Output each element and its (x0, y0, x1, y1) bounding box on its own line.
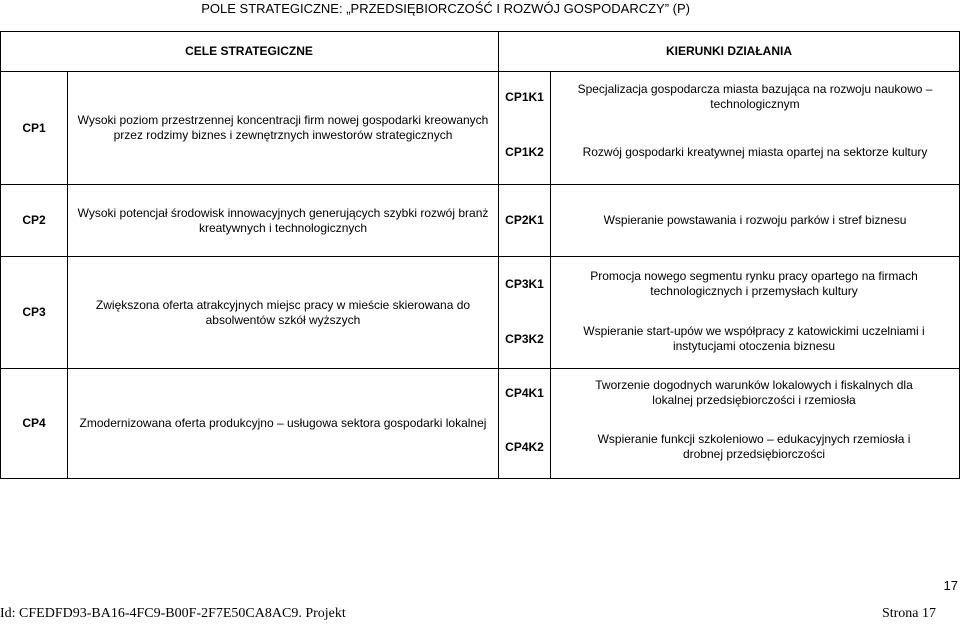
direction-code: CP4K2 (505, 439, 544, 454)
direction-text: Specjalizacja gospodarcza miasta bazująca na rozwoju naukowo – technologicznym (577, 82, 933, 111)
direction-text: Rozwój gospodarki kreatywnej miasta opartej na sektorze kultury (582, 144, 928, 159)
table-border-bottom (0, 478, 960, 479)
column-header-directions: KIERUNKI DZIAŁANIA (666, 44, 792, 58)
page-number: 17 (943, 578, 958, 593)
goal-text: Zwiększona oferta atrakcyjnych miejsc pracy w mieście skierowana do absolwentów szkół wyższych (95, 297, 471, 327)
direction-text: Wspieranie powstawania i rozwoju parków i stref biznesu (603, 213, 907, 227)
page-title: POLE STRATEGICZNE: „PRZEDSIĘBIORCZOŚĆ I ROZWÓJ GOSPODARCZY” (P) (201, 1, 690, 16)
column-divider (550, 71, 551, 479)
goal-text: Wysoki potencjał środowisk innowacyjnych generujących szybki rozwój branż kreatywnych i technologicznych (77, 205, 489, 235)
document-id: Id: CFEDFD93-BA16-4FC9-B00F-2F7E50CA8AC9. Projekt (0, 606, 346, 621)
goal-text: Wysoki poziom przestrzennej koncentracji firm nowej gospodarki kreowanych przez rodzimy biznes i zewnętrznych inwestorów strategicznych (77, 113, 489, 142)
page-header (0, 0, 960, 22)
direction-code: CP3K2 (505, 331, 544, 346)
goal-code: CP2 (22, 213, 46, 227)
direction-code: CP4K1 (505, 385, 544, 400)
direction-code: CP1K2 (505, 144, 544, 159)
direction-text: Wspieranie funkcji szkoleniowo – edukacyjnych rzemiosła i drobnej przedsiębiorczości (597, 432, 911, 461)
direction-code: CP2K1 (505, 213, 544, 227)
direction-text: Wspieranie start-upów we współpracy z katowickimi uczelniami i instytucjami otoczenia biznesu (583, 324, 925, 353)
direction-text: Promocja nowego segmentu rynku pracy opartego na firmach technologicznych i przemysłach kultury (590, 269, 918, 298)
goal-code: CP1 (22, 120, 46, 135)
direction-code: CP3K1 (505, 276, 544, 291)
direction-text: Tworzenie dogodnych warunków lokalowych i fiskalnych dla lokalnej przedsiębiorczości i rzemiosła (595, 378, 913, 407)
direction-code: CP1K1 (505, 89, 544, 104)
column-divider (67, 71, 68, 479)
page-label: Strona 17 (881, 606, 936, 621)
column-header-goals: CELE STRATEGICZNE (185, 44, 313, 58)
goal-text: Zmodernizowana oferta produkcyjno – usługowa sektora gospodarki lokalnej (79, 416, 487, 430)
goal-code: CP3 (22, 305, 46, 319)
goal-code: CP4 (22, 416, 46, 430)
